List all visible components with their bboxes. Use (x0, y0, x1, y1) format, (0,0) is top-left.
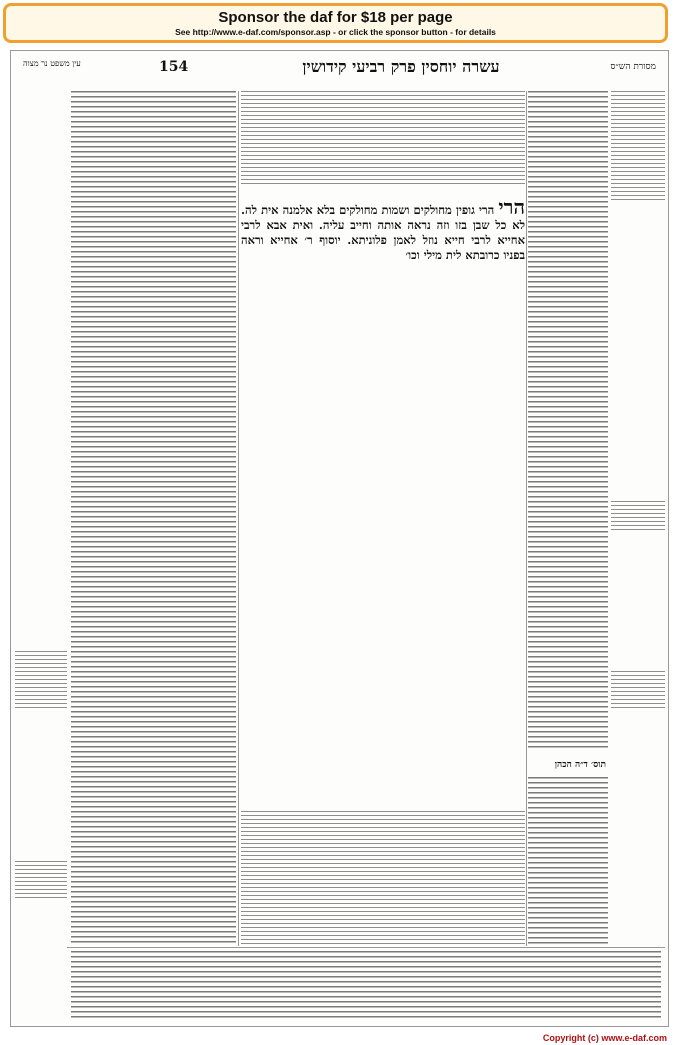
opening-word: הרי (498, 200, 525, 219)
sponsor-subtitle[interactable]: See http://www.e-daf.com/sponsor.asp - or click the sponsor button - for details (175, 27, 496, 37)
gemara-text (241, 200, 525, 850)
ein-mishpat-header: עין משפט נר מצוה (23, 59, 81, 68)
section-divider (67, 947, 665, 948)
rashi-text (528, 91, 608, 751)
gemara-lower (241, 811, 525, 946)
gemara-lower-text (241, 811, 525, 946)
page-header (11, 57, 668, 79)
margin-notes-block (611, 91, 665, 201)
sponsor-title: Sponsor the daf for $18 per page (218, 9, 453, 26)
running-title: עשרה יוחסין פרק רביעי קידושין (302, 57, 500, 76)
margin-notes-block (15, 651, 67, 711)
tosafot-text (71, 91, 236, 946)
column-divider (526, 91, 527, 946)
gemara-top-commentary (241, 91, 525, 186)
margin-notes-block (15, 861, 67, 901)
tosafot-column (71, 91, 236, 946)
rashi-text-lower (528, 777, 608, 946)
sponsor-banner[interactable] (3, 3, 668, 43)
ein-mishpat-margin (611, 91, 665, 1011)
copyright[interactable]: Copyright (c) www.e-daf.com (542, 1033, 667, 1043)
column-divider (238, 91, 239, 946)
margin-notes-block (611, 501, 665, 531)
margin-notes-block (611, 671, 665, 711)
masoret-margin (15, 91, 67, 1011)
bottom-notes (71, 951, 661, 1021)
rashi-column (528, 91, 608, 946)
bottom-notes-text (71, 951, 661, 1021)
page-number: 154 (159, 59, 189, 75)
tosafot-rid-label: תוס׳ ד״ה הכהן (554, 760, 606, 770)
talmud-page (10, 50, 669, 1027)
gemara-body: הרי גופין מחולקים ושמות מחולקים בלא אלמנה אית לה. לא כל שבן בזו וזה נראה אותה וחייב עליה. ואית אבא לרבי אחייא לרבי חייא נוזל לאמן פלוניתא. יוסוף ר׳ אחייא וראה בפניו כרובתא לית מילי וכו׳ (241, 203, 525, 262)
masoret-header: מסורת הש״ס (610, 62, 656, 72)
